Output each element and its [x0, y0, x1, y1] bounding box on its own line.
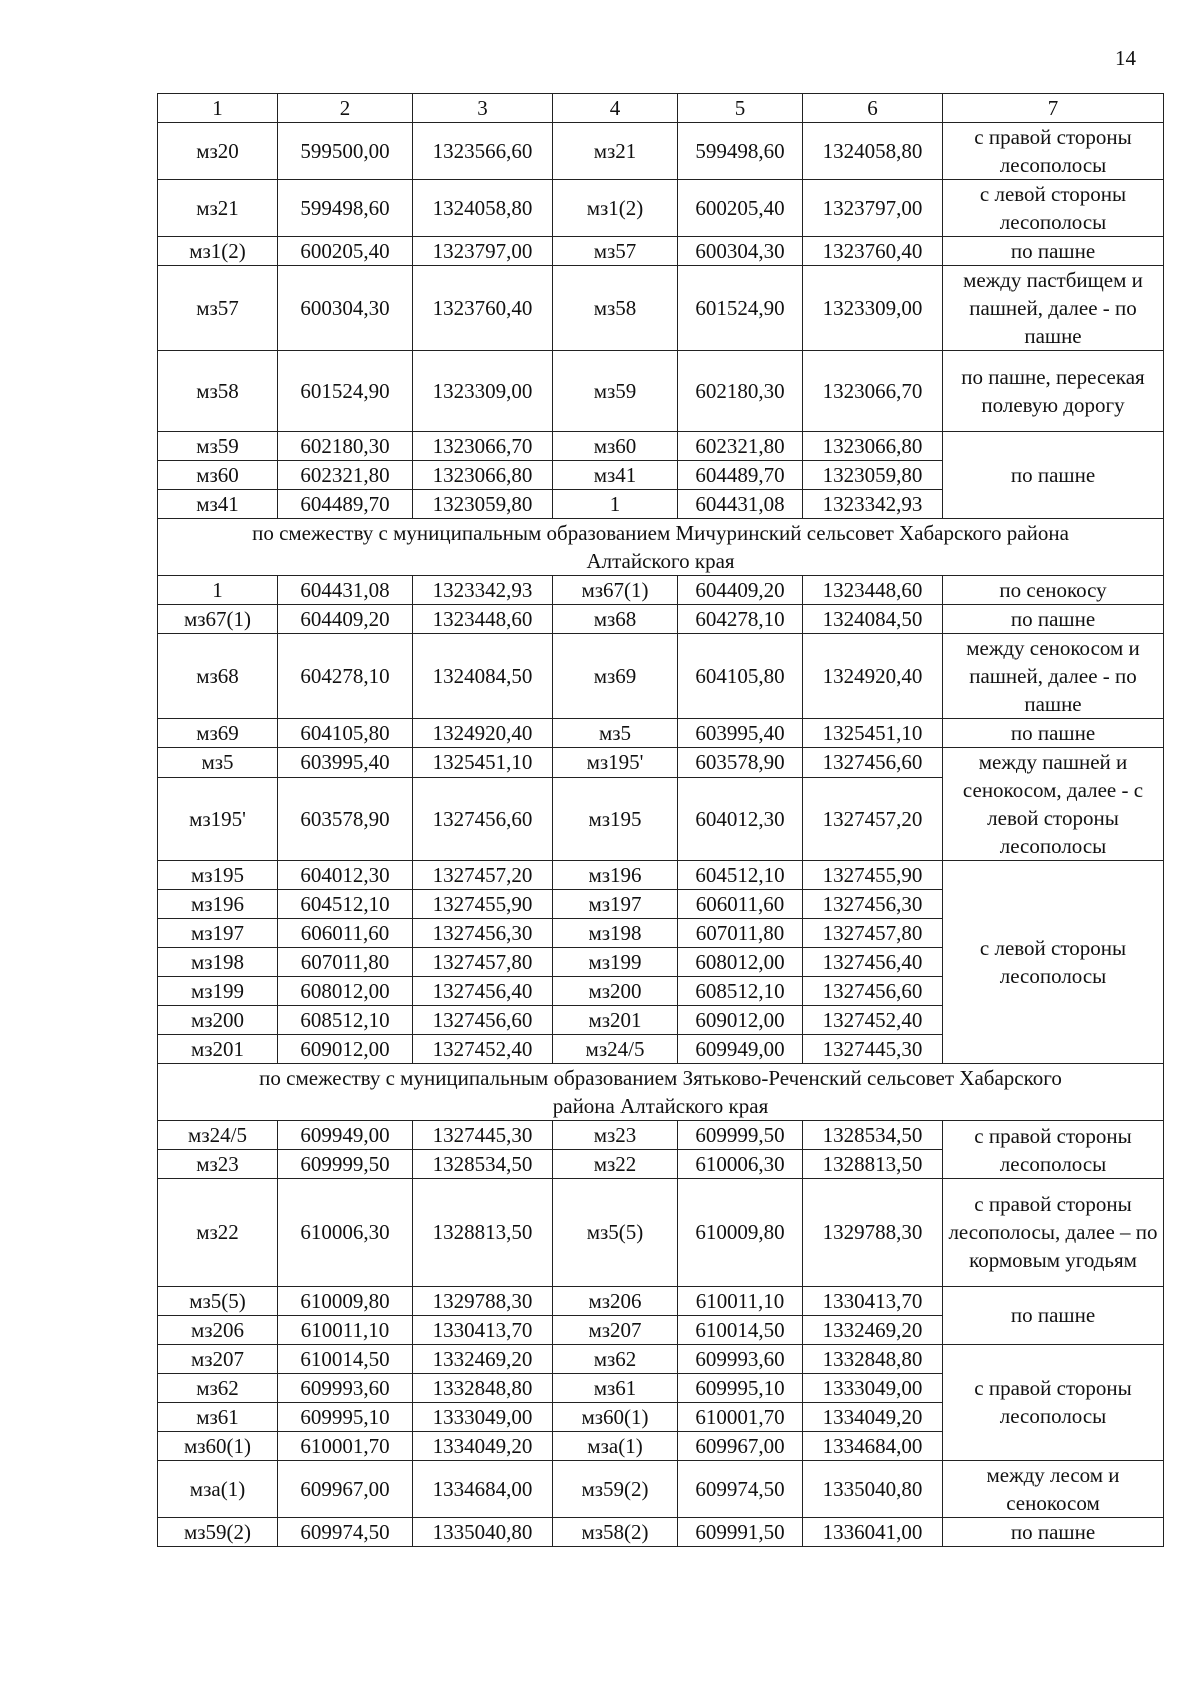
table-cell: 1332469,20	[803, 1315, 943, 1344]
table-cell: мз21	[158, 180, 278, 237]
table-cell: 599500,00	[278, 123, 413, 180]
table-cell: мз195'	[158, 777, 278, 860]
table-cell: 610006,30	[678, 1150, 803, 1179]
table-cell: 603578,90	[278, 777, 413, 860]
table-cell: 609974,50	[278, 1517, 413, 1546]
table-row	[158, 605, 1164, 634]
boundary-description: с правой стороны лесополосы, далее – по кормовым угодьям	[943, 1179, 1164, 1287]
table-cell: 604512,10	[278, 890, 413, 919]
table-cell: 1327455,90	[413, 890, 553, 919]
table-cell: 608012,00	[278, 977, 413, 1006]
table-row	[158, 1517, 1164, 1546]
table-row	[158, 1179, 1164, 1287]
table-cell: мз22	[553, 1150, 678, 1179]
table-cell: 1334684,00	[413, 1460, 553, 1517]
table-cell: 604489,70	[278, 490, 413, 519]
table-cell: 1323066,80	[803, 432, 943, 461]
table-row	[158, 1121, 1164, 1150]
table-cell: 1327455,90	[803, 861, 943, 890]
table-cell: мз207	[553, 1315, 678, 1344]
table-cell: мз62	[553, 1344, 678, 1373]
table-cell: 601524,90	[278, 351, 413, 432]
table-header-row	[158, 94, 1164, 123]
table-cell: 609949,00	[678, 1035, 803, 1064]
table-cell: мз195	[158, 861, 278, 890]
table-cell: 609974,50	[678, 1460, 803, 1517]
boundary-description: между сенокосом и пашней, далее - по пашне	[943, 634, 1164, 719]
boundary-description: между пастбищем и пашней, далее - по пашне	[943, 266, 1164, 351]
table-cell: 1324058,80	[413, 180, 553, 237]
table-cell: мз58(2)	[553, 1517, 678, 1546]
table-cell: мз60(1)	[158, 1431, 278, 1460]
table-cell: 1335040,80	[803, 1460, 943, 1517]
table-cell: 1327456,40	[803, 948, 943, 977]
table-cell: мз69	[553, 634, 678, 719]
table-cell: 610006,30	[278, 1179, 413, 1287]
table-cell: 604012,30	[678, 777, 803, 860]
table-cell: 1324084,50	[413, 634, 553, 719]
table-cell: 1327445,30	[803, 1035, 943, 1064]
table-cell: 609949,00	[278, 1121, 413, 1150]
table-cell: мз20	[158, 123, 278, 180]
table-cell: 1334049,20	[413, 1431, 553, 1460]
table-cell: мз200	[158, 1006, 278, 1035]
table-row	[158, 719, 1164, 748]
table-cell: 1329788,30	[803, 1179, 943, 1287]
table-cell: 1323448,60	[803, 576, 943, 605]
table-cell: 608012,00	[678, 948, 803, 977]
table-cell: 604489,70	[678, 461, 803, 490]
section-heading: по смежеству с муниципальным образованием Мичуринский сельсовет Хабарского района Алтайского края	[158, 519, 1164, 576]
table-cell: мз199	[158, 977, 278, 1006]
table-cell: мз201	[553, 1006, 678, 1035]
table-cell: мз67(1)	[158, 605, 278, 634]
table-cell: 1325451,10	[413, 748, 553, 778]
table-cell: мз61	[553, 1373, 678, 1402]
column-header: 6	[803, 94, 943, 123]
boundary-description: по пашне	[943, 432, 1164, 519]
column-header: 2	[278, 94, 413, 123]
table-cell: 604431,08	[278, 576, 413, 605]
boundary-description: по пашне	[943, 719, 1164, 748]
boundary-description: между пашней и сенокосом, далее - с левой стороны лесополосы	[943, 748, 1164, 861]
table-cell: мз5	[553, 719, 678, 748]
table-cell: 1325451,10	[803, 719, 943, 748]
table-cell: 1327457,20	[413, 861, 553, 890]
table-cell: 1327452,40	[413, 1035, 553, 1064]
table-cell: мз59(2)	[158, 1517, 278, 1546]
table-cell: 603578,90	[678, 748, 803, 778]
table-cell: 1324920,40	[413, 719, 553, 748]
table-row	[158, 748, 1164, 778]
table-cell: мз21	[553, 123, 678, 180]
table-cell: мза(1)	[158, 1460, 278, 1517]
table-cell: мз196	[553, 861, 678, 890]
table-cell: мз59(2)	[553, 1460, 678, 1517]
table-row	[158, 861, 1164, 890]
table-row	[158, 351, 1164, 432]
column-header: 5	[678, 94, 803, 123]
table-cell: 600205,40	[278, 237, 413, 266]
table-cell: мз195	[553, 777, 678, 860]
table-row	[158, 123, 1164, 180]
table-cell: 604105,80	[278, 719, 413, 748]
table-cell: 1328813,50	[803, 1150, 943, 1179]
table-cell: 610009,80	[278, 1286, 413, 1315]
table-cell: 609999,50	[278, 1150, 413, 1179]
boundary-description: по пашне	[943, 237, 1164, 266]
table-row	[158, 576, 1164, 605]
table-cell: 1323797,00	[803, 180, 943, 237]
table-row	[158, 266, 1164, 351]
table-cell: 1328534,50	[413, 1150, 553, 1179]
table-cell: 1332848,80	[803, 1344, 943, 1373]
table-cell: мз198	[553, 919, 678, 948]
boundary-description: по сенокосу	[943, 576, 1164, 605]
column-header: 7	[943, 94, 1164, 123]
table-cell: 1323760,40	[803, 237, 943, 266]
table-cell: 604278,10	[278, 634, 413, 719]
table-cell: мз197	[158, 919, 278, 948]
table-cell: 1328534,50	[803, 1121, 943, 1150]
section-row	[158, 1064, 1164, 1121]
table-cell: 599498,60	[278, 180, 413, 237]
table-cell: мз206	[158, 1315, 278, 1344]
table-cell: мз68	[553, 605, 678, 634]
table-cell: 1327456,30	[413, 919, 553, 948]
table-cell: 609999,50	[678, 1121, 803, 1150]
table-cell: 608512,10	[278, 1006, 413, 1035]
table-cell: мз198	[158, 948, 278, 977]
boundary-description: по пашне	[943, 1517, 1164, 1546]
table-cell: мз199	[553, 948, 678, 977]
table-cell: 604431,08	[678, 490, 803, 519]
table-cell: 1323066,80	[413, 461, 553, 490]
column-header: 3	[413, 94, 553, 123]
table-cell: 603995,40	[278, 748, 413, 778]
table-cell: мз206	[553, 1286, 678, 1315]
coordinates-table	[157, 93, 1164, 1547]
table-cell: 1332848,80	[413, 1373, 553, 1402]
boundary-description: с правой стороны лесополосы	[943, 1344, 1164, 1460]
table-cell: 610014,50	[678, 1315, 803, 1344]
table-cell: 1323309,00	[413, 351, 553, 432]
table-cell: 1330413,70	[803, 1286, 943, 1315]
table-row	[158, 432, 1164, 461]
table-cell: 1324084,50	[803, 605, 943, 634]
table-cell: 604105,80	[678, 634, 803, 719]
table-cell: мз5	[158, 748, 278, 778]
column-header: 4	[553, 94, 678, 123]
table-cell: 1327456,40	[413, 977, 553, 1006]
table-cell: 1330413,70	[413, 1315, 553, 1344]
table-cell: 1324920,40	[803, 634, 943, 719]
table-cell: 602180,30	[278, 432, 413, 461]
table-cell: 600205,40	[678, 180, 803, 237]
table-cell: 609967,00	[278, 1460, 413, 1517]
table-row	[158, 1344, 1164, 1373]
table-cell: 1332469,20	[413, 1344, 553, 1373]
table-cell: 604409,20	[678, 576, 803, 605]
table-row	[158, 180, 1164, 237]
table-cell: 1335040,80	[413, 1517, 553, 1546]
table-cell: 603995,40	[678, 719, 803, 748]
table-cell: 1323342,93	[803, 490, 943, 519]
table-cell: 599498,60	[678, 123, 803, 180]
table-row	[158, 1286, 1164, 1315]
table-cell: 609012,00	[678, 1006, 803, 1035]
table-cell: мз59	[553, 351, 678, 432]
table-cell: 1327456,30	[803, 890, 943, 919]
table-cell: 1327456,60	[803, 748, 943, 778]
table-cell: 1323342,93	[413, 576, 553, 605]
table-cell: 1329788,30	[413, 1286, 553, 1315]
table-cell: 600304,30	[678, 237, 803, 266]
table-cell: 1327452,40	[803, 1006, 943, 1035]
table-cell: 1327457,80	[413, 948, 553, 977]
table-cell: 604409,20	[278, 605, 413, 634]
boundary-description: между лесом и сенокосом	[943, 1460, 1164, 1517]
table-cell: мз58	[158, 351, 278, 432]
table-cell: мз195'	[553, 748, 678, 778]
table-cell: мза(1)	[553, 1431, 678, 1460]
column-header: 1	[158, 94, 278, 123]
table-cell: 604012,30	[278, 861, 413, 890]
table-cell: 609993,60	[278, 1373, 413, 1402]
table-cell: 604278,10	[678, 605, 803, 634]
table-cell: 1	[553, 490, 678, 519]
table-cell: мз200	[553, 977, 678, 1006]
table-cell: 610001,70	[278, 1431, 413, 1460]
table-cell: 607011,80	[678, 919, 803, 948]
table-cell: 1323066,70	[803, 351, 943, 432]
table-cell: 1327456,60	[803, 977, 943, 1006]
table-cell: 1323309,00	[803, 266, 943, 351]
boundary-description: с правой стороны лесополосы	[943, 1121, 1164, 1179]
table-cell: 1323066,70	[413, 432, 553, 461]
section-heading: по смежеству с муниципальным образованием Зятьково-Реченский сельсовет Хабарского района Алтайского края	[158, 1064, 1164, 1121]
table-cell: мз59	[158, 432, 278, 461]
table-cell: 607011,80	[278, 948, 413, 977]
table-cell: 1327456,60	[413, 777, 553, 860]
table-cell: 608512,10	[678, 977, 803, 1006]
table-cell: 609995,10	[278, 1402, 413, 1431]
table-cell: 601524,90	[678, 266, 803, 351]
table-cell: 609967,00	[678, 1431, 803, 1460]
table-cell: мз62	[158, 1373, 278, 1402]
table-cell: мз22	[158, 1179, 278, 1287]
table-cell: мз60	[553, 432, 678, 461]
table-cell: 609012,00	[278, 1035, 413, 1064]
table-cell: 1327457,20	[803, 777, 943, 860]
table-cell: мз5(5)	[158, 1286, 278, 1315]
table-cell: 1334684,00	[803, 1431, 943, 1460]
table-cell: 1323059,80	[803, 461, 943, 490]
table-cell: мз197	[553, 890, 678, 919]
table-cell: мз69	[158, 719, 278, 748]
table-cell: мз24/5	[158, 1121, 278, 1150]
table-cell: 1323059,80	[413, 490, 553, 519]
table-cell: 610011,10	[278, 1315, 413, 1344]
table-cell: мз1(2)	[158, 237, 278, 266]
table-cell: мз41	[158, 490, 278, 519]
boundary-description: с левой стороны лесополосы	[943, 180, 1164, 237]
boundary-description: по пашне	[943, 1286, 1164, 1344]
table-cell: мз41	[553, 461, 678, 490]
table-cell: 610011,10	[678, 1286, 803, 1315]
table-cell: мз23	[553, 1121, 678, 1150]
table-cell: 609995,10	[678, 1373, 803, 1402]
table-cell: 1327456,60	[413, 1006, 553, 1035]
table-cell: мз1(2)	[553, 180, 678, 237]
table-cell: мз24/5	[553, 1035, 678, 1064]
table-cell: мз57	[158, 266, 278, 351]
table-cell: 1336041,00	[803, 1517, 943, 1546]
table-cell: 1334049,20	[803, 1402, 943, 1431]
table-cell: мз196	[158, 890, 278, 919]
page-number: 14	[1115, 46, 1136, 70]
table-cell: мз5(5)	[553, 1179, 678, 1287]
table-row	[158, 237, 1164, 266]
table-cell: 606011,60	[678, 890, 803, 919]
table-cell: 604512,10	[678, 861, 803, 890]
table-cell: 609991,50	[678, 1517, 803, 1546]
table-cell: 1333049,00	[413, 1402, 553, 1431]
table-cell: 1328813,50	[413, 1179, 553, 1287]
table-row	[158, 1460, 1164, 1517]
table-cell: мз68	[158, 634, 278, 719]
table-cell: мз23	[158, 1150, 278, 1179]
table-cell: мз60	[158, 461, 278, 490]
table-cell: 610014,50	[278, 1344, 413, 1373]
table-cell: 1333049,00	[803, 1373, 943, 1402]
section-row	[158, 519, 1164, 576]
table-cell: 610001,70	[678, 1402, 803, 1431]
table-cell: 610009,80	[678, 1179, 803, 1287]
table-cell: 600304,30	[278, 266, 413, 351]
table-cell: 602180,30	[678, 351, 803, 432]
table-cell: 1324058,80	[803, 123, 943, 180]
table-row	[158, 634, 1164, 719]
table-cell: 602321,80	[678, 432, 803, 461]
boundary-description: по пашне, пересекая полевую дорогу	[943, 351, 1164, 432]
table-cell: 606011,60	[278, 919, 413, 948]
table-cell: 1327445,30	[413, 1121, 553, 1150]
boundary-description: с левой стороны лесополосы	[943, 861, 1164, 1064]
table-cell: мз61	[158, 1402, 278, 1431]
table-cell: мз58	[553, 266, 678, 351]
table-cell: 1327457,80	[803, 919, 943, 948]
table-cell: 1323448,60	[413, 605, 553, 634]
table-cell: мз207	[158, 1344, 278, 1373]
table-cell: 602321,80	[278, 461, 413, 490]
table-cell: мз201	[158, 1035, 278, 1064]
table-cell: 609993,60	[678, 1344, 803, 1373]
table-cell: 1323566,60	[413, 123, 553, 180]
table-cell: 1323797,00	[413, 237, 553, 266]
table-cell: мз57	[553, 237, 678, 266]
boundary-description: по пашне	[943, 605, 1164, 634]
table-cell: 1323760,40	[413, 266, 553, 351]
table-cell: мз67(1)	[553, 576, 678, 605]
table-cell: 1	[158, 576, 278, 605]
boundary-description: с правой стороны лесополосы	[943, 123, 1164, 180]
table-cell: мз60(1)	[553, 1402, 678, 1431]
